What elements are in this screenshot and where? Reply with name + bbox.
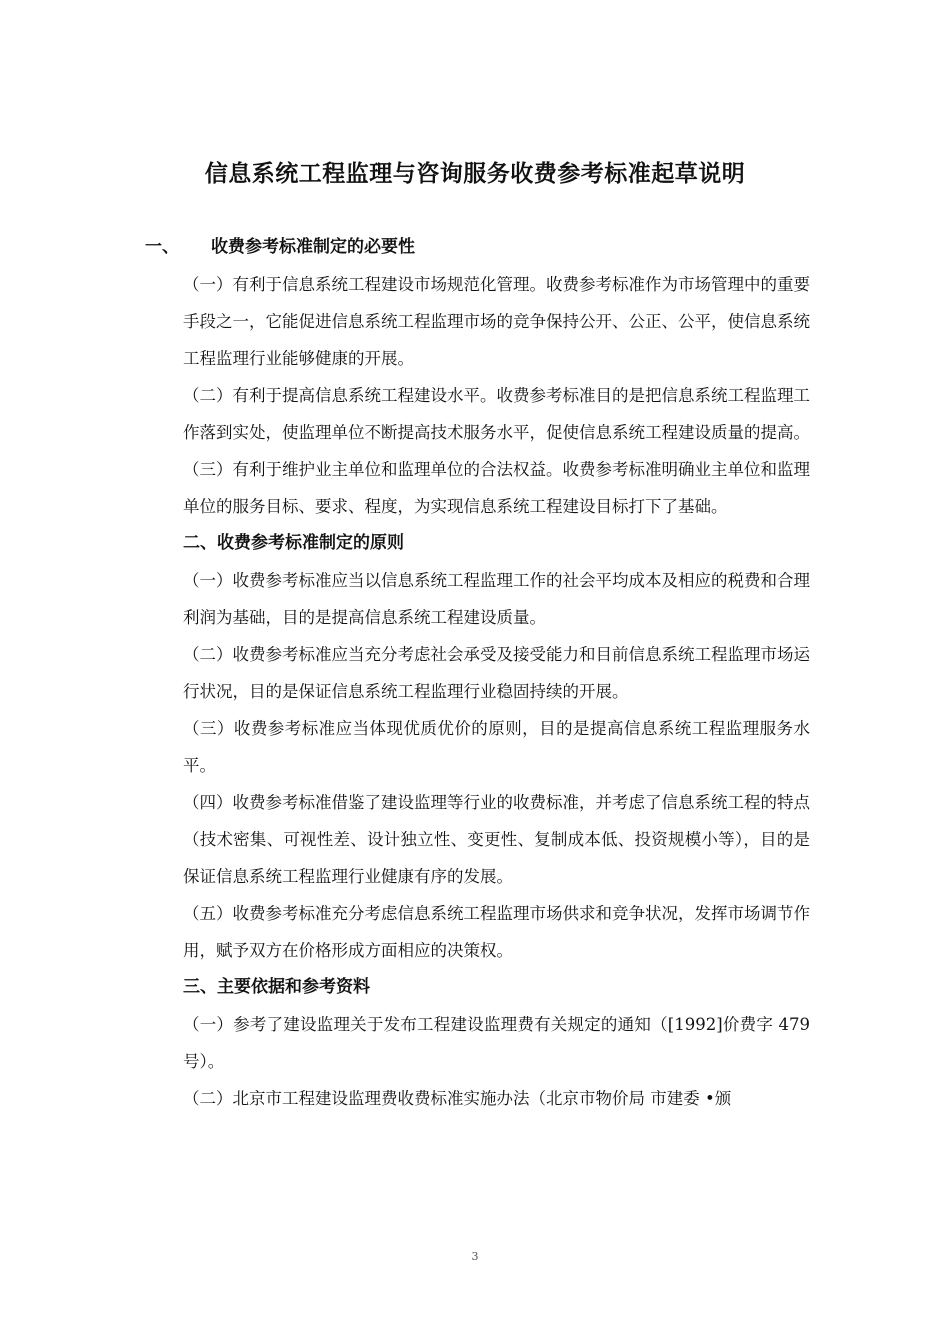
section-3-paragraph-1: （一）参考了建设监理关于发布工程建设监理费有关规定的通知（[1992]价费字 479 号）。 [183,1015,810,1071]
section-1-paragraph-1: （一）有利于信息系统工程建设市场规范化管理。收费参考标准作为市场管理中的重要手段之一，它能促进信息系统工程监理市场的竞争保持公开、公正、公平，使信息系统工程监理行业能够健康的开展。 [183,275,810,368]
section-3-heading: 三、主要依据和参考资料 [183,977,370,997]
section-2-paragraph-4: （四）收费参考标准借鉴了建设监理等行业的收费标准，并考虑了信息系统工程的特点（技术密集、可视性差、设计独立性、变更性、复制成本低、投资规模小等），目的是保证信息系统工程监理行业健康有序的发展。 [183,793,810,886]
section-1-paragraph-2: （二）有利于提高信息系统工程建设水平。收费参考标准目的是把信息系统工程监理工作落到实处，使监理单位不断提高技术服务水平，促使信息系统工程建设质量的提高。 [183,386,810,442]
section-1-paragraph-3: （三）有利于维护业主单位和监理单位的合法权益。收费参考标准明确业主单位和监理单位的服务目标、要求、程度，为实现信息系统工程建设目标打下了基础。 [183,460,810,516]
section-1-heading [145,229,810,266]
document-title: 信息系统工程监理与咨询服务收费参考标准起草说明 [204,161,746,187]
document-body [145,229,810,1117]
section-1-number: 一、 [145,237,179,257]
section-1-title: 收费参考标准制定的必要性 [211,237,415,257]
section-2-paragraph-2: （二）收费参考标准应当充分考虑社会承受及接受能力和目前信息系统工程监理市场运行状况，目的是保证信息系统工程监理行业稳固持续的开展。 [183,645,810,701]
section-2-paragraph-3: （三）收费参考标准应当体现优质优价的原则，目的是提高信息系统工程监理服务水平。 [183,719,810,775]
section-3-paragraph-2: （二）北京市工程建设监理费收费标准实施办法（北京市物价局 市建委 •颁 [183,1089,732,1108]
page-number: 3 [471,1250,479,1263]
section-2-paragraph-5: （五）收费参考标准充分考虑信息系统工程监理市场供求和竞争状况，发挥市场调节作用，赋予双方在价格形成方面相应的决策权。 [183,904,810,960]
section-2-heading: 二、收费参考标准制定的原则 [183,533,404,553]
section-2-paragraph-1: （一）收费参考标准应当以信息系统工程监理工作的社会平均成本及相应的税费和合理利润为基础，目的是提高信息系统工程建设质量。 [183,571,810,627]
